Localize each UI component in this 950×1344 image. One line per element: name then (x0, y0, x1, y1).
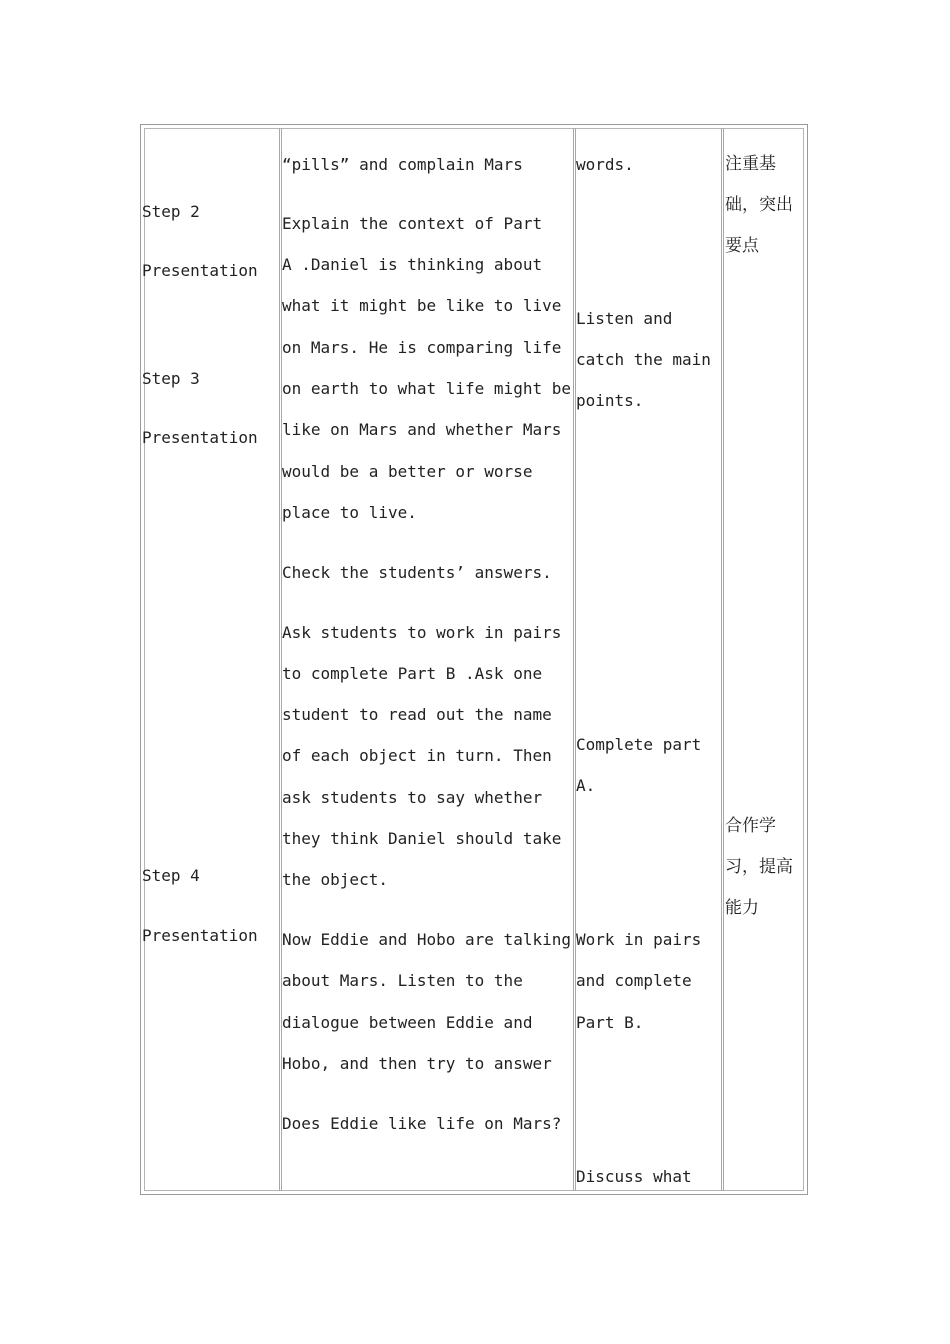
teacher-text-line: about Mars. Listen to the (282, 971, 523, 990)
teacher-text-line: Does Eddie like life on Mars? (282, 1114, 562, 1133)
student-text-line: Complete part (576, 735, 702, 754)
teacher-text-line: they think Daniel should take (282, 829, 562, 848)
step-label: Step 3 (142, 369, 200, 388)
student-text-line: Listen and (576, 309, 673, 328)
teacher-text-line: A .Daniel is thinking about (282, 255, 543, 274)
teacher-text-line: student to read out the name (282, 705, 552, 724)
purpose-text-line: 能力 (725, 898, 759, 918)
step-label: Step 4 (142, 866, 200, 885)
purpose-text-line: 合作学 (725, 816, 776, 836)
teacher-text-line: like on Mars and whether Mars (282, 420, 562, 439)
teacher-text-line: would be a better or worse (282, 462, 533, 481)
step-type: Presentation (142, 926, 258, 945)
student-text-line: and complete (576, 971, 692, 990)
column-divider (721, 128, 724, 1191)
step-type: Presentation (142, 428, 258, 447)
student-text-line: words. (576, 155, 634, 174)
purpose-text-line: 础，突出 (725, 195, 793, 215)
step-type: Presentation (142, 261, 258, 280)
student-text-line: points. (576, 391, 644, 410)
teacher-text-line: ask students to say whether (282, 788, 543, 807)
step-label: Step 2 (142, 202, 200, 221)
teacher-text-line: of each object in turn. Then (282, 746, 552, 765)
teacher-text-line: Check the students’ answers. (282, 563, 552, 582)
purpose-text-line: 习，提高 (725, 857, 793, 877)
teacher-text-line: to complete Part B .Ask one (282, 664, 543, 683)
teacher-text-line: Now Eddie and Hobo are talking (282, 930, 571, 949)
purpose-text-line: 要点 (725, 236, 759, 256)
student-text-line: Work in pairs (576, 930, 702, 949)
lesson-table (140, 124, 808, 1195)
teacher-text-line: “pills” and complain Mars (282, 155, 523, 174)
teacher-text-line: on Mars. He is comparing life (282, 338, 562, 357)
teacher-text-line: the object. (282, 870, 388, 889)
teacher-text-line: what it might be like to live (282, 296, 562, 315)
student-text-line: catch the main (576, 350, 711, 369)
student-text-line: A. (576, 776, 596, 795)
teacher-text-line: place to live. (282, 503, 417, 522)
teacher-text-line: Explain the context of Part (282, 214, 543, 233)
teacher-text-line: Hobo, and then try to answer (282, 1054, 552, 1073)
teacher-text-line: Ask students to work in pairs (282, 623, 562, 642)
student-text-line: Part B. (576, 1013, 644, 1032)
student-text-line: Discuss what (576, 1167, 692, 1186)
purpose-text-line: 注重基 (725, 154, 776, 174)
teacher-text-line: on earth to what life might be (282, 379, 571, 398)
teacher-text-line: dialogue between Eddie and (282, 1013, 533, 1032)
